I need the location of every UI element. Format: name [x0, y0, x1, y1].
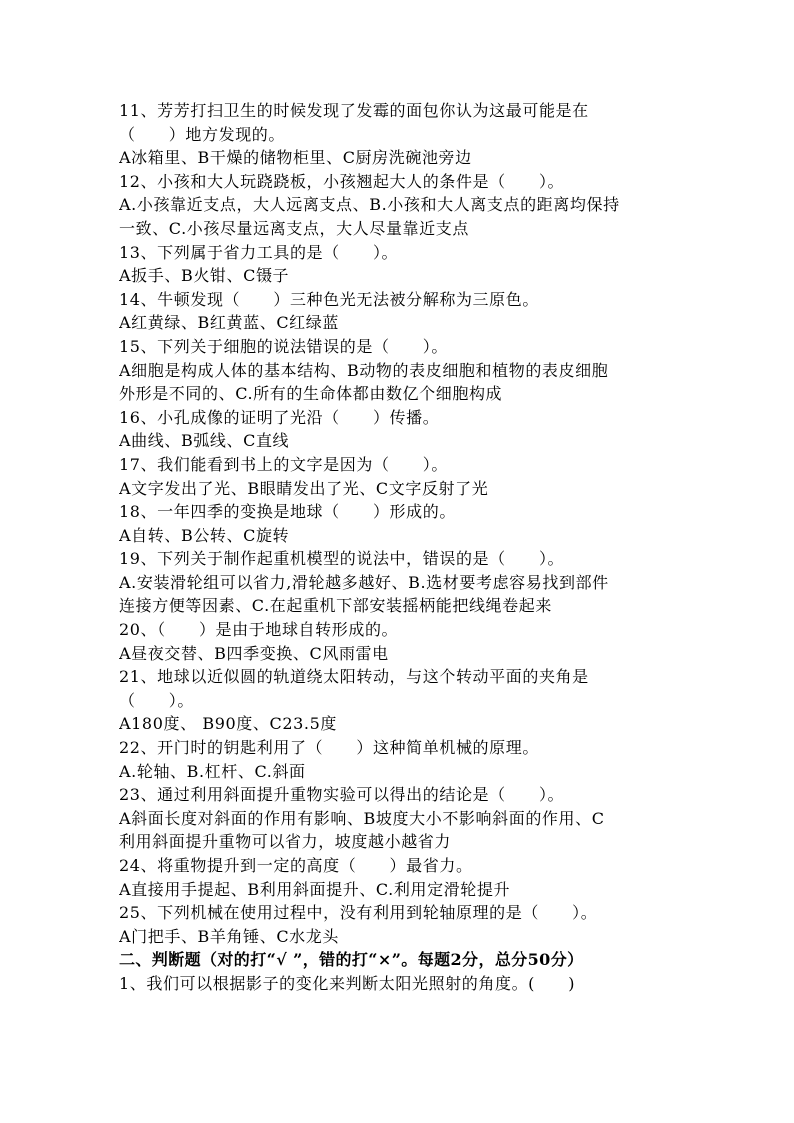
text-line: 20、（ ）是由于地球自转形成的。: [119, 620, 399, 640]
text-line: A.安装滑轮组可以省力,滑轮越多越好、B.选材要考虑容易找到部件: [119, 572, 609, 592]
text-line: 21、地球以近似圆的轨道绕太阳转动，与这个转动平面的夹角是: [119, 667, 589, 687]
text-line: A曲线、B弧线、C直线: [119, 431, 290, 451]
text-line: 19、下列关于制作起重机模型的说法中，错误的是（ ）。: [119, 549, 565, 569]
text-line: A自转、B公转、C旋转: [119, 525, 290, 545]
text-line: 15、下列关于细胞的说法错误的是（ ）。: [119, 336, 448, 356]
text-line: （ ）地方发现的。: [119, 124, 286, 144]
text-line: 16、小孔成像的证明了光沿（ ）传播。: [119, 407, 440, 427]
text-line: （ ）。: [119, 690, 195, 710]
text-line: 17、我们能看到书上的文字是因为（ ）。: [119, 454, 448, 474]
text-line: A扳手、B火钳、C镊子: [119, 266, 290, 286]
text-line: 14、牛顿发现（ ）三种色光无法被分解称为三原色。: [119, 289, 539, 309]
text-line: 外形是不同的、C.所有的生命体都由数亿个细胞构成: [119, 384, 503, 404]
text-line: 一致、C.小孩尽量远离支点，大人尽量靠近支点: [119, 218, 469, 238]
text-line: A门把手、B羊角锤、C水龙头: [119, 926, 339, 946]
text-line: 25、下列机械在使用过程中，没有利用到轮轴原理的是（ ）。: [119, 903, 598, 923]
text-line: A昼夜交替、B四季变换、C风雨雷电: [119, 643, 389, 663]
text-line: 连接方便等因素、C.在起重机下部安装摇柄能把线绳卷起来: [119, 596, 552, 616]
text-line: 12、小孩和大人玩跷跷板，小孩翘起大人的条件是（ ）。: [119, 171, 565, 191]
text-line: A180度、 B90度、C23.5度: [119, 714, 337, 734]
text-line: 13、下列属于省力工具的是（ ）。: [119, 242, 399, 262]
text-line: A细胞是构成人体的基本结构、B动物的表皮细胞和植物的表皮细胞: [119, 360, 609, 380]
text-line: A冰箱里、B干燥的储物柜里、C厨房洗碗池旁边: [119, 148, 472, 168]
text-line: 23、通过利用斜面提升重物实验可以得出的结论是（ ）。: [119, 785, 565, 805]
text-line: 18、一年四季的变换是地球（ ）形成的。: [119, 502, 456, 522]
text-line: A直接用手提起、B利用斜面提升、C.利用定滑轮提升: [119, 879, 511, 899]
text-line: A.轮轴、B.杠杆、C.斜面: [119, 761, 306, 781]
text-line: 22、开门时的钥匙利用了（ ）这种简单机械的原理。: [119, 738, 539, 758]
question-list: [119, 99, 679, 996]
text-line: 1、我们可以根据影子的变化来判断太阳光照射的角度。( ): [119, 973, 576, 993]
text-line: 利用斜面提升重物可以省力，坡度越小越省力: [119, 832, 452, 852]
text-line: 11、芳芳打扫卫生的时候发现了发霉的面包你认为这最可能是在: [119, 101, 589, 120]
text-line: A红黄绿、B红黄蓝、C红绿蓝: [119, 313, 339, 333]
text-line: A.小孩靠近支点，大人远离支点、B.小孩和大人离支点的距离均保持: [119, 195, 620, 215]
text-line: A斜面长度对斜面的作用有影响、B坡度大小不影响斜面的作用、C: [119, 808, 605, 828]
section-heading: 二、判断题（对的打“√ ”，错的打“×”。每题2分，总分50分）: [119, 950, 584, 970]
text-line: A文字发出了光、B眼睛发出了光、C文字反射了光: [119, 478, 489, 498]
text-line: 24、将重物提升到一定的高度（ ）最省力。: [119, 856, 473, 875]
